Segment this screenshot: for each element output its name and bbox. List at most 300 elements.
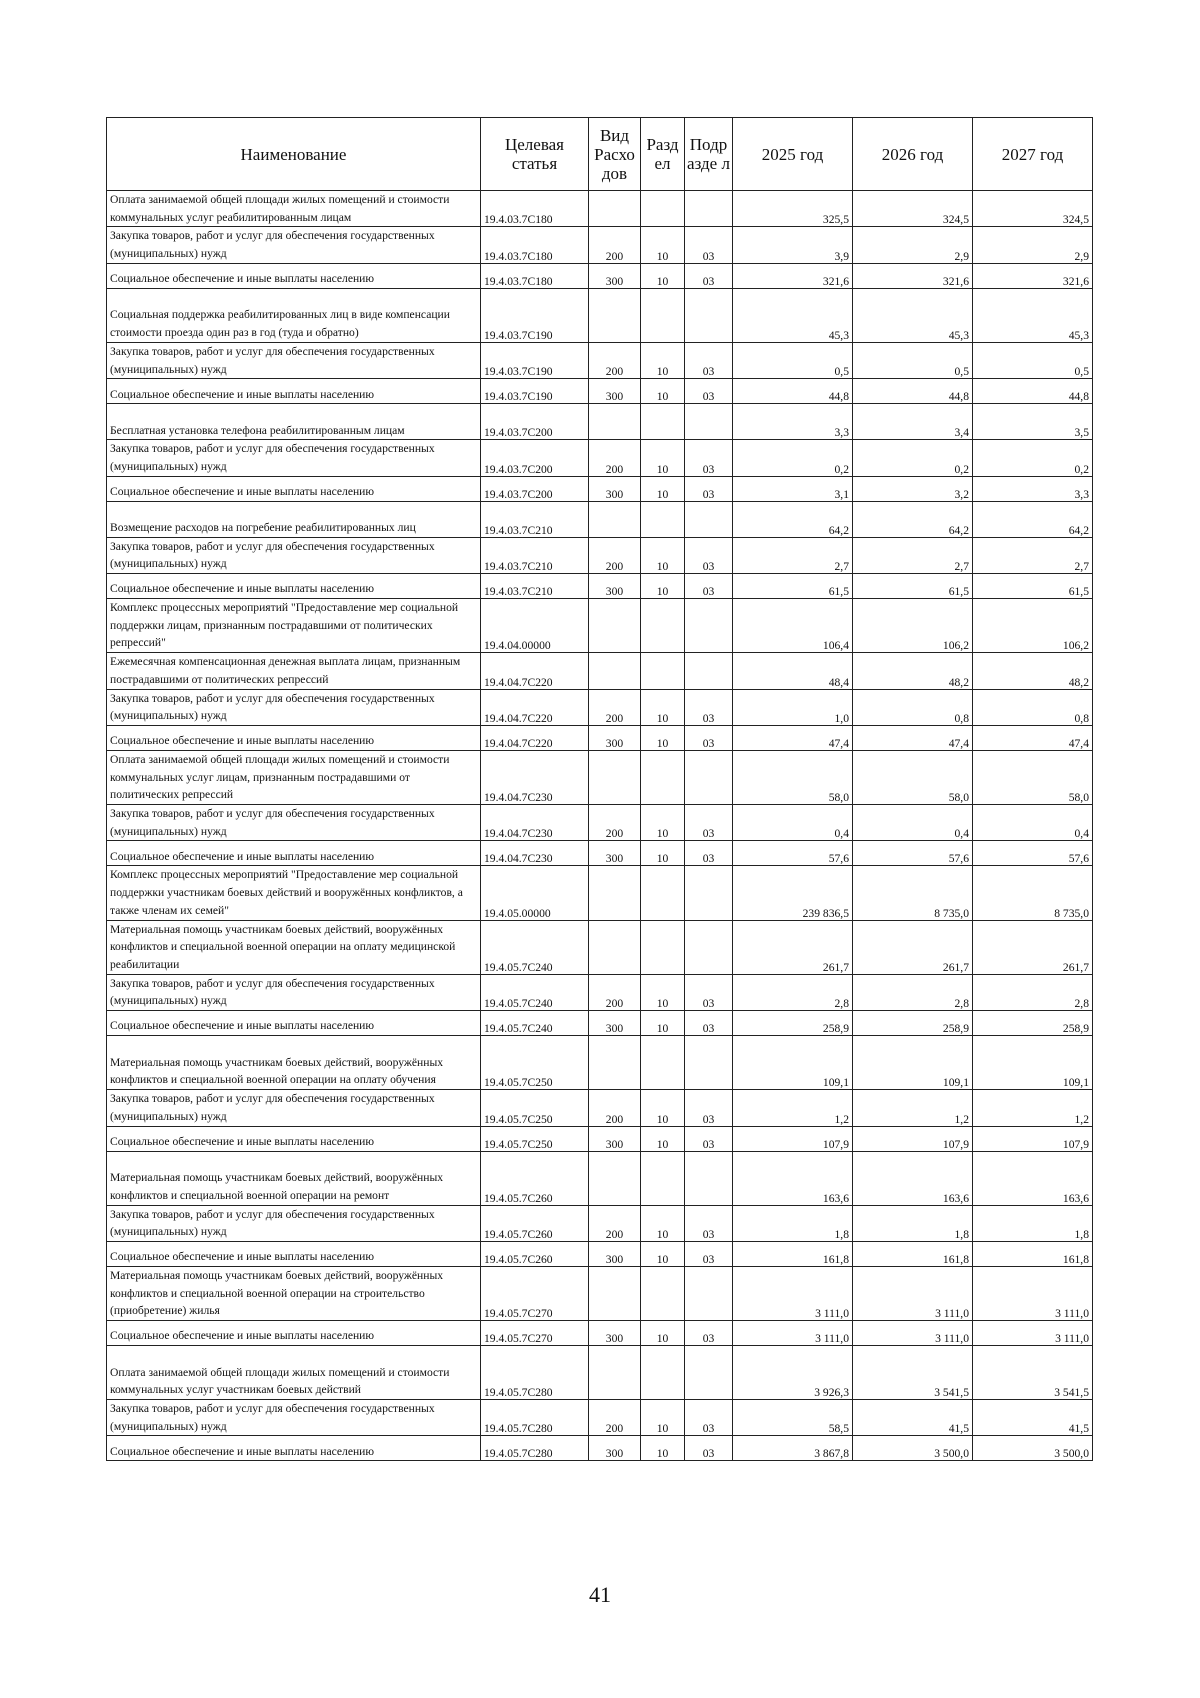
cell-target-article: 19.4.03.7С180	[481, 227, 589, 263]
cell-expense-kind	[589, 866, 641, 920]
cell-subsection	[685, 501, 733, 537]
cell-year-2025: 61,5	[733, 574, 853, 599]
cell-name: Закупка товаров, работ и услуг для обеспечения государственных (муниципальных) нужд	[107, 974, 481, 1010]
cell-year-2026: 3,2	[853, 476, 973, 501]
table-row	[107, 750, 1093, 804]
cell-year-2027: 41,5	[973, 1400, 1093, 1436]
cell-subsection: 03	[685, 725, 733, 750]
table-row	[107, 191, 1093, 227]
cell-subsection	[685, 750, 733, 804]
cell-expense-kind	[589, 920, 641, 974]
cell-expense-kind: 300	[589, 1126, 641, 1151]
cell-expense-kind	[589, 653, 641, 689]
table-row	[107, 342, 1093, 378]
budget-table	[106, 117, 1093, 1461]
cell-section	[641, 653, 685, 689]
cell-section	[641, 599, 685, 653]
cell-year-2025: 58,5	[733, 1400, 853, 1436]
cell-year-2027: 0,8	[973, 689, 1093, 725]
cell-section: 10	[641, 1400, 685, 1436]
header-row	[107, 118, 1093, 191]
cell-year-2027: 48,2	[973, 653, 1093, 689]
header-year-2025: 2025 год	[733, 118, 853, 191]
cell-name: Ежемесячная компенсационная денежная выплата лицам, признанным пострадавшими от политических репрессий	[107, 653, 481, 689]
cell-section: 10	[641, 476, 685, 501]
cell-section: 10	[641, 1090, 685, 1126]
cell-year-2025: 321,6	[733, 263, 853, 288]
cell-target-article: 19.4.03.7С180	[481, 191, 589, 227]
cell-year-2027: 57,6	[973, 841, 1093, 866]
cell-expense-kind: 300	[589, 725, 641, 750]
cell-target-article: 19.4.05.7С240	[481, 974, 589, 1010]
cell-year-2027: 161,8	[973, 1241, 1093, 1266]
cell-subsection	[685, 191, 733, 227]
table-row	[107, 1321, 1093, 1346]
cell-target-article: 19.4.05.7С260	[481, 1151, 589, 1205]
cell-year-2027: 3 500,0	[973, 1436, 1093, 1461]
cell-year-2025: 0,4	[733, 805, 853, 841]
cell-year-2026: 161,8	[853, 1241, 973, 1266]
cell-year-2026: 109,1	[853, 1036, 973, 1090]
cell-year-2025: 64,2	[733, 501, 853, 537]
cell-year-2027: 45,3	[973, 288, 1093, 342]
cell-subsection	[685, 599, 733, 653]
cell-section: 10	[641, 379, 685, 404]
cell-name: Социальное обеспечение и иные выплаты населению	[107, 1126, 481, 1151]
cell-target-article: 19.4.03.7С190	[481, 288, 589, 342]
header-year-2027: 2027 год	[973, 118, 1093, 191]
cell-target-article: 19.4.05.7С280	[481, 1346, 589, 1400]
cell-target-article: 19.4.03.7С190	[481, 342, 589, 378]
cell-year-2026: 44,8	[853, 379, 973, 404]
cell-target-article: 19.4.05.7С250	[481, 1036, 589, 1090]
table-row	[107, 1011, 1093, 1036]
header-target-article: Целевая статья	[481, 118, 589, 191]
cell-expense-kind: 300	[589, 476, 641, 501]
cell-subsection: 03	[685, 227, 733, 263]
cell-year-2025: 57,6	[733, 841, 853, 866]
cell-name: Возмещение расходов на погребение реабилитированных лиц	[107, 501, 481, 537]
cell-section	[641, 1346, 685, 1400]
cell-section: 10	[641, 227, 685, 263]
cell-section: 10	[641, 1126, 685, 1151]
cell-target-article: 19.4.03.7С200	[481, 440, 589, 476]
cell-name: Бесплатная установка телефона реабилитированным лицам	[107, 404, 481, 440]
cell-year-2026: 64,2	[853, 501, 973, 537]
cell-year-2027: 61,5	[973, 574, 1093, 599]
cell-year-2027: 324,5	[973, 191, 1093, 227]
cell-target-article: 19.4.05.7С250	[481, 1126, 589, 1151]
cell-name: Материальная помощь участникам боевых действий, вооружённых конфликтов и специальной военной операции на ремонт	[107, 1151, 481, 1205]
cell-section: 10	[641, 805, 685, 841]
cell-name: Комплекс процессных мероприятий "Предоставление мер социальной поддержки участникам боевых действий и вооружённых конфликтов, а также членам их семей"	[107, 866, 481, 920]
cell-name: Социальное обеспечение и иные выплаты населению	[107, 1436, 481, 1461]
cell-target-article: 19.4.05.7С260	[481, 1205, 589, 1241]
cell-expense-kind: 300	[589, 1321, 641, 1346]
cell-year-2026: 1,2	[853, 1090, 973, 1126]
cell-section	[641, 404, 685, 440]
table-row	[107, 501, 1093, 537]
header-name: Наименование	[107, 118, 481, 191]
cell-subsection: 03	[685, 1205, 733, 1241]
cell-target-article: 19.4.05.7С250	[481, 1090, 589, 1126]
cell-target-article: 19.4.03.7С180	[481, 263, 589, 288]
cell-year-2026: 3 111,0	[853, 1266, 973, 1320]
cell-year-2027: 163,6	[973, 1151, 1093, 1205]
cell-name: Оплата занимаемой общей площади жилых помещений и стоимости коммунальных услуг лицам, признанным пострадавшими от политических репрессий	[107, 750, 481, 804]
cell-year-2026: 0,8	[853, 689, 973, 725]
cell-subsection: 03	[685, 1126, 733, 1151]
cell-expense-kind: 200	[589, 1400, 641, 1436]
cell-year-2025: 161,8	[733, 1241, 853, 1266]
cell-subsection: 03	[685, 1400, 733, 1436]
cell-section: 10	[641, 1436, 685, 1461]
cell-expense-kind: 300	[589, 1011, 641, 1036]
cell-section: 10	[641, 537, 685, 573]
cell-year-2027: 3,5	[973, 404, 1093, 440]
cell-section: 10	[641, 1241, 685, 1266]
cell-expense-kind	[589, 1346, 641, 1400]
cell-year-2026: 324,5	[853, 191, 973, 227]
cell-year-2026: 0,2	[853, 440, 973, 476]
cell-year-2025: 45,3	[733, 288, 853, 342]
cell-year-2025: 3,3	[733, 404, 853, 440]
cell-name: Закупка товаров, работ и услуг для обеспечения государственных (муниципальных) нужд	[107, 440, 481, 476]
table-row	[107, 263, 1093, 288]
cell-year-2025: 261,7	[733, 920, 853, 974]
cell-year-2026: 2,7	[853, 537, 973, 573]
cell-name: Закупка товаров, работ и услуг для обеспечения государственных (муниципальных) нужд	[107, 537, 481, 573]
cell-expense-kind: 200	[589, 974, 641, 1010]
cell-year-2026: 3 541,5	[853, 1346, 973, 1400]
cell-subsection	[685, 866, 733, 920]
cell-name: Закупка товаров, работ и услуг для обеспечения государственных (муниципальных) нужд	[107, 805, 481, 841]
table-body	[107, 191, 1093, 1461]
table-row	[107, 1241, 1093, 1266]
cell-expense-kind	[589, 599, 641, 653]
cell-subsection	[685, 1346, 733, 1400]
cell-expense-kind: 300	[589, 1241, 641, 1266]
table-row	[107, 1400, 1093, 1436]
cell-target-article: 19.4.03.7С210	[481, 537, 589, 573]
cell-target-article: 19.4.03.7С200	[481, 404, 589, 440]
cell-year-2027: 3 111,0	[973, 1266, 1093, 1320]
cell-subsection	[685, 1151, 733, 1205]
cell-subsection: 03	[685, 1011, 733, 1036]
cell-year-2026: 3,4	[853, 404, 973, 440]
cell-year-2026: 2,8	[853, 974, 973, 1010]
table-row	[107, 404, 1093, 440]
cell-target-article: 19.4.05.7С240	[481, 920, 589, 974]
cell-name: Материальная помощь участникам боевых действий, вооружённых конфликтов и специальной военной операции на оплату обучения	[107, 1036, 481, 1090]
cell-year-2025: 3 111,0	[733, 1266, 853, 1320]
table-row	[107, 227, 1093, 263]
cell-expense-kind: 200	[589, 342, 641, 378]
cell-expense-kind: 200	[589, 537, 641, 573]
cell-name: Комплекс процессных мероприятий "Предоставление мер социальной поддержки лицам, признанным пострадавшими от политических репрессий"	[107, 599, 481, 653]
cell-target-article: 19.4.04.7С230	[481, 750, 589, 804]
cell-year-2026: 3 111,0	[853, 1321, 973, 1346]
table-row	[107, 1090, 1093, 1126]
cell-subsection: 03	[685, 974, 733, 1010]
cell-name: Социальное обеспечение и иные выплаты населению	[107, 1241, 481, 1266]
table-row	[107, 1346, 1093, 1400]
header-subsection: Подр азде л	[685, 118, 733, 191]
cell-target-article: 19.4.05.7С280	[481, 1436, 589, 1461]
table-row	[107, 537, 1093, 573]
cell-target-article: 19.4.05.7С240	[481, 1011, 589, 1036]
cell-section: 10	[641, 689, 685, 725]
cell-year-2025: 0,5	[733, 342, 853, 378]
cell-year-2025: 2,8	[733, 974, 853, 1010]
cell-year-2026: 258,9	[853, 1011, 973, 1036]
cell-name: Социальное обеспечение и иные выплаты населению	[107, 263, 481, 288]
cell-expense-kind: 200	[589, 440, 641, 476]
cell-year-2026: 106,2	[853, 599, 973, 653]
cell-expense-kind	[589, 404, 641, 440]
table-row	[107, 476, 1093, 501]
cell-year-2027: 47,4	[973, 725, 1093, 750]
cell-section	[641, 288, 685, 342]
cell-name: Закупка товаров, работ и услуг для обеспечения государственных (муниципальных) нужд	[107, 1205, 481, 1241]
cell-year-2026: 261,7	[853, 920, 973, 974]
table-row	[107, 805, 1093, 841]
cell-target-article: 19.4.03.7С190	[481, 379, 589, 404]
cell-year-2027: 8 735,0	[973, 866, 1093, 920]
cell-section: 10	[641, 263, 685, 288]
cell-year-2027: 261,7	[973, 920, 1093, 974]
cell-year-2026: 8 735,0	[853, 866, 973, 920]
cell-target-article: 19.4.03.7С210	[481, 501, 589, 537]
cell-name: Социальное обеспечение и иные выплаты населению	[107, 476, 481, 501]
cell-subsection: 03	[685, 1436, 733, 1461]
cell-target-article: 19.4.05.7С270	[481, 1321, 589, 1346]
cell-expense-kind	[589, 288, 641, 342]
cell-expense-kind: 200	[589, 1205, 641, 1241]
table-row	[107, 1436, 1093, 1461]
table-row	[107, 379, 1093, 404]
table-row	[107, 288, 1093, 342]
cell-year-2027: 3 111,0	[973, 1321, 1093, 1346]
cell-year-2027: 1,2	[973, 1090, 1093, 1126]
cell-expense-kind: 300	[589, 1436, 641, 1461]
table-row	[107, 1205, 1093, 1241]
cell-name: Материальная помощь участникам боевых действий, вооружённых конфликтов и специальной военной операции на оплату медицинской реабилитации	[107, 920, 481, 974]
cell-year-2025: 3 926,3	[733, 1346, 853, 1400]
cell-expense-kind: 200	[589, 689, 641, 725]
cell-year-2026: 57,6	[853, 841, 973, 866]
cell-year-2025: 3 867,8	[733, 1436, 853, 1461]
cell-year-2026: 0,4	[853, 805, 973, 841]
cell-target-article: 19.4.04.7С220	[481, 689, 589, 725]
cell-subsection: 03	[685, 1321, 733, 1346]
page-number: 41	[589, 1582, 611, 1607]
cell-year-2027: 321,6	[973, 263, 1093, 288]
cell-year-2026: 47,4	[853, 725, 973, 750]
table-row	[107, 1266, 1093, 1320]
table-row	[107, 1126, 1093, 1151]
cell-year-2027: 64,2	[973, 501, 1093, 537]
cell-year-2027: 3 541,5	[973, 1346, 1093, 1400]
cell-subsection: 03	[685, 805, 733, 841]
cell-subsection	[685, 653, 733, 689]
cell-target-article: 19.4.04.7С230	[481, 805, 589, 841]
cell-expense-kind	[589, 1266, 641, 1320]
cell-expense-kind	[589, 501, 641, 537]
cell-section: 10	[641, 1011, 685, 1036]
cell-year-2026: 1,8	[853, 1205, 973, 1241]
cell-target-article: 19.4.05.00000	[481, 866, 589, 920]
cell-target-article: 19.4.03.7С210	[481, 574, 589, 599]
cell-year-2025: 3,9	[733, 227, 853, 263]
table-row	[107, 974, 1093, 1010]
table-row	[107, 1036, 1093, 1090]
cell-year-2026: 61,5	[853, 574, 973, 599]
cell-year-2025: 58,0	[733, 750, 853, 804]
cell-expense-kind	[589, 1036, 641, 1090]
cell-year-2025: 109,1	[733, 1036, 853, 1090]
cell-name: Социальная поддержка реабилитированных лиц в виде компенсации стоимости проезда один раз в год (туда и обратно)	[107, 288, 481, 342]
cell-year-2025: 48,4	[733, 653, 853, 689]
cell-section	[641, 1151, 685, 1205]
cell-section: 10	[641, 440, 685, 476]
cell-subsection: 03	[685, 476, 733, 501]
cell-expense-kind	[589, 1151, 641, 1205]
cell-target-article: 19.4.04.00000	[481, 599, 589, 653]
cell-subsection	[685, 404, 733, 440]
cell-year-2027: 2,9	[973, 227, 1093, 263]
table-row	[107, 689, 1093, 725]
cell-name: Оплата занимаемой общей площади жилых помещений и стоимости коммунальных услуг реабилитированным лицам	[107, 191, 481, 227]
cell-target-article: 19.4.04.7С220	[481, 653, 589, 689]
cell-year-2025: 325,5	[733, 191, 853, 227]
cell-target-article: 19.4.05.7С280	[481, 1400, 589, 1436]
cell-year-2027: 3,3	[973, 476, 1093, 501]
cell-subsection: 03	[685, 342, 733, 378]
cell-year-2026: 48,2	[853, 653, 973, 689]
cell-section	[641, 191, 685, 227]
cell-subsection: 03	[685, 1241, 733, 1266]
header-expense-kind: Вид Расхо дов	[589, 118, 641, 191]
cell-name: Социальное обеспечение и иные выплаты населению	[107, 841, 481, 866]
cell-subsection	[685, 288, 733, 342]
cell-target-article: 19.4.03.7С200	[481, 476, 589, 501]
cell-section	[641, 1036, 685, 1090]
cell-expense-kind: 200	[589, 805, 641, 841]
cell-year-2026: 321,6	[853, 263, 973, 288]
cell-year-2027: 109,1	[973, 1036, 1093, 1090]
cell-section: 10	[641, 1205, 685, 1241]
table-row	[107, 440, 1093, 476]
cell-subsection: 03	[685, 841, 733, 866]
cell-year-2025: 1,8	[733, 1205, 853, 1241]
cell-year-2027: 2,7	[973, 537, 1093, 573]
cell-year-2026: 58,0	[853, 750, 973, 804]
cell-section	[641, 501, 685, 537]
cell-expense-kind: 300	[589, 379, 641, 404]
cell-subsection: 03	[685, 689, 733, 725]
cell-year-2027: 44,8	[973, 379, 1093, 404]
cell-name: Социальное обеспечение и иные выплаты населению	[107, 574, 481, 599]
cell-target-article: 19.4.04.7С230	[481, 841, 589, 866]
table-row	[107, 866, 1093, 920]
cell-year-2025: 1,0	[733, 689, 853, 725]
cell-year-2025: 106,4	[733, 599, 853, 653]
cell-year-2027: 1,8	[973, 1205, 1093, 1241]
cell-year-2027: 0,2	[973, 440, 1093, 476]
cell-year-2026: 2,9	[853, 227, 973, 263]
cell-name: Социальное обеспечение и иные выплаты населению	[107, 1321, 481, 1346]
table-row	[107, 841, 1093, 866]
cell-target-article: 19.4.04.7С220	[481, 725, 589, 750]
cell-expense-kind	[589, 750, 641, 804]
table-row	[107, 599, 1093, 653]
cell-year-2027: 0,4	[973, 805, 1093, 841]
header-section: Разд ел	[641, 118, 685, 191]
cell-subsection: 03	[685, 1090, 733, 1126]
cell-expense-kind: 300	[589, 263, 641, 288]
cell-year-2025: 3 111,0	[733, 1321, 853, 1346]
cell-year-2026: 3 500,0	[853, 1436, 973, 1461]
cell-section: 10	[641, 974, 685, 1010]
cell-subsection	[685, 1036, 733, 1090]
cell-year-2025: 0,2	[733, 440, 853, 476]
cell-expense-kind: 300	[589, 574, 641, 599]
cell-expense-kind	[589, 191, 641, 227]
cell-target-article: 19.4.05.7С260	[481, 1241, 589, 1266]
cell-year-2025: 107,9	[733, 1126, 853, 1151]
cell-name: Оплата занимаемой общей площади жилых помещений и стоимости коммунальных услуг участникам боевых действий	[107, 1346, 481, 1400]
table-row	[107, 653, 1093, 689]
cell-name: Закупка товаров, работ и услуг для обеспечения государственных (муниципальных) нужд	[107, 689, 481, 725]
cell-section	[641, 866, 685, 920]
cell-subsection: 03	[685, 440, 733, 476]
cell-year-2027: 258,9	[973, 1011, 1093, 1036]
cell-subsection: 03	[685, 537, 733, 573]
cell-section	[641, 1266, 685, 1320]
cell-section: 10	[641, 342, 685, 378]
cell-name: Закупка товаров, работ и услуг для обеспечения государственных (муниципальных) нужд	[107, 1090, 481, 1126]
cell-year-2025: 2,7	[733, 537, 853, 573]
cell-name: Социальное обеспечение и иные выплаты населению	[107, 725, 481, 750]
cell-section: 10	[641, 1321, 685, 1346]
cell-name: Материальная помощь участникам боевых действий, вооружённых конфликтов и специальной военной операции на строительство (приобретение) жилья	[107, 1266, 481, 1320]
cell-name: Социальное обеспечение и иные выплаты населению	[107, 379, 481, 404]
cell-subsection	[685, 920, 733, 974]
cell-year-2025: 258,9	[733, 1011, 853, 1036]
cell-name: Закупка товаров, работ и услуг для обеспечения государственных (муниципальных) нужд	[107, 227, 481, 263]
table-row	[107, 725, 1093, 750]
table-row	[107, 574, 1093, 599]
cell-year-2027: 107,9	[973, 1126, 1093, 1151]
cell-section	[641, 920, 685, 974]
cell-section: 10	[641, 841, 685, 866]
cell-subsection: 03	[685, 263, 733, 288]
cell-year-2026: 163,6	[853, 1151, 973, 1205]
cell-year-2027: 106,2	[973, 599, 1093, 653]
cell-section	[641, 750, 685, 804]
cell-year-2025: 163,6	[733, 1151, 853, 1205]
cell-name: Социальное обеспечение и иные выплаты населению	[107, 1011, 481, 1036]
cell-year-2026: 45,3	[853, 288, 973, 342]
cell-expense-kind: 200	[589, 227, 641, 263]
table-row	[107, 1151, 1093, 1205]
cell-section: 10	[641, 574, 685, 599]
cell-expense-kind: 200	[589, 1090, 641, 1126]
cell-year-2025: 1,2	[733, 1090, 853, 1126]
cell-year-2025: 3,1	[733, 476, 853, 501]
header-year-2026: 2026 год	[853, 118, 973, 191]
